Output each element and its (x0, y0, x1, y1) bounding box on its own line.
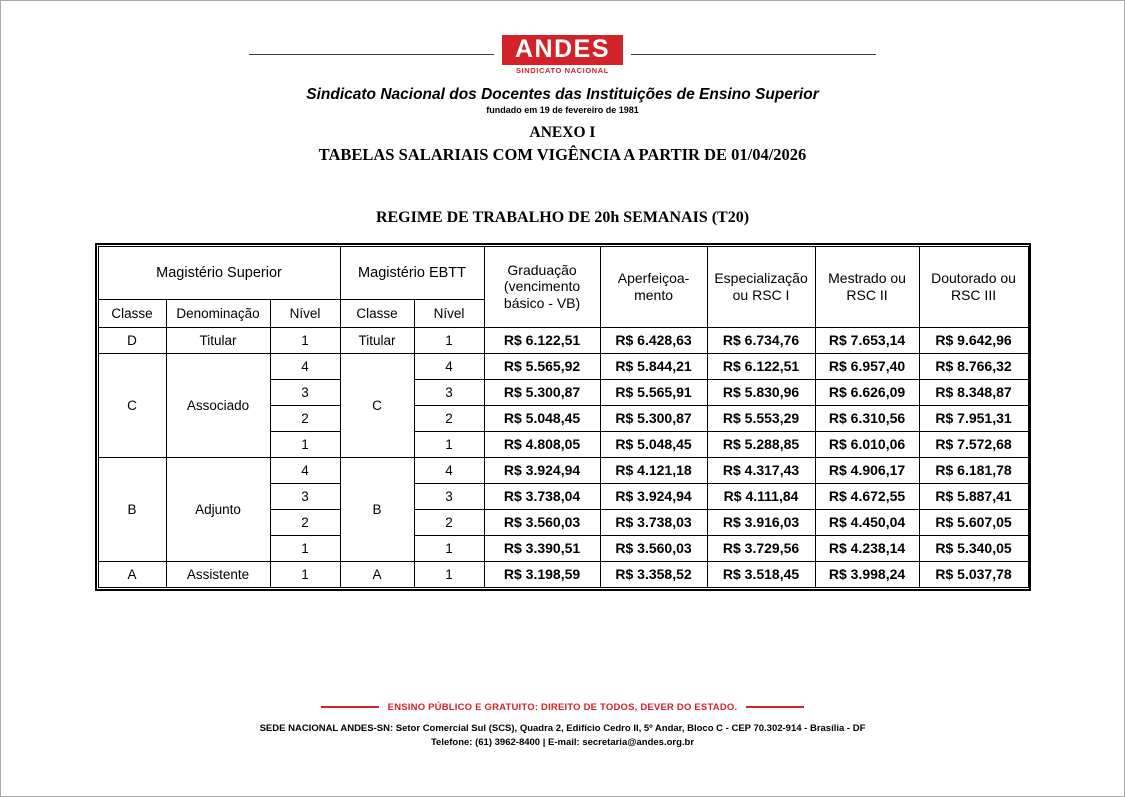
cell-graduacao: R$ 4.808,05 (484, 431, 600, 457)
cell-especializacao: R$ 5.288,85 (707, 431, 815, 457)
table-head-row-top (98, 246, 1028, 299)
header-denominacao: Denominação (166, 299, 270, 327)
cell-mestrado: R$ 6.626,09 (815, 379, 919, 405)
cell-nivel-ebtt: 1 (414, 431, 484, 457)
cell-aperfeicoamento: R$ 5.565,91 (600, 379, 707, 405)
cell-especializacao: R$ 5.830,96 (707, 379, 815, 405)
cell-nivel-superior: 1 (270, 327, 340, 353)
cell-aperfeicoamento: R$ 4.121,18 (600, 457, 707, 483)
cell-mestrado: R$ 4.238,14 (815, 535, 919, 561)
cell-graduacao: R$ 6.122,51 (484, 327, 600, 353)
salary-table-wrapper (98, 246, 1028, 588)
cell-nivel-superior: 4 (270, 457, 340, 483)
header-graduacao: Graduação (vencimento básico - VB) (484, 246, 600, 327)
footer-address: SEDE NACIONAL ANDES-SN: Setor Comercial Sul (SCS), Quadra 2, Edifício Cedro II, 5º Andar, Bloco C - CEP 70.302-914 - Brasília - DF (259, 722, 866, 734)
cell-graduacao: R$ 3.390,51 (484, 535, 600, 561)
cell-nivel-superior: 1 (270, 561, 340, 587)
header-doutorado: Doutorado ou RSC III (919, 246, 1028, 327)
cell-especializacao: R$ 4.317,43 (707, 457, 815, 483)
cell-nivel-ebtt: 4 (414, 457, 484, 483)
footer-rule-left (321, 706, 379, 708)
cell-mestrado: R$ 6.010,06 (815, 431, 919, 457)
cell-aperfeicoamento: R$ 6.428,63 (600, 327, 707, 353)
cell-graduacao: R$ 5.300,87 (484, 379, 600, 405)
table-row (98, 561, 1028, 587)
header-nivel-superior: Nível (270, 299, 340, 327)
cell-aperfeicoamento: R$ 5.300,87 (600, 405, 707, 431)
cell-graduacao: R$ 5.048,45 (484, 405, 600, 431)
cell-mestrado: R$ 7.653,14 (815, 327, 919, 353)
cell-graduacao: R$ 3.198,59 (484, 561, 600, 587)
header-classe-superior: Classe (98, 299, 166, 327)
cell-mestrado: R$ 4.906,17 (815, 457, 919, 483)
cell-nivel-superior: 2 (270, 509, 340, 535)
header-especializacao: Especialização ou RSC I (707, 246, 815, 327)
cell-nivel-ebtt: 1 (414, 327, 484, 353)
cell-aperfeicoamento: R$ 5.048,45 (600, 431, 707, 457)
cell-nivel-ebtt: 3 (414, 379, 484, 405)
cell-aperfeicoamento: R$ 3.924,94 (600, 483, 707, 509)
header-magisterio-ebtt: Magistério EBTT (340, 246, 484, 299)
document-footer (1, 702, 1124, 751)
cell-nivel-superior: 4 (270, 353, 340, 379)
cell-nivel-ebtt: 2 (414, 509, 484, 535)
cell-nivel-ebtt: 3 (414, 483, 484, 509)
cell-graduacao: R$ 3.738,04 (484, 483, 600, 509)
footer-slogan: ENSINO PÚBLICO E GRATUITO: DIREITO DE TODOS, DEVER DO ESTADO. (387, 701, 738, 713)
header-nivel-ebtt: Nível (414, 299, 484, 327)
cell-aperfeicoamento: R$ 3.738,03 (600, 509, 707, 535)
cell-nivel-superior: 3 (270, 379, 340, 405)
cell-denominacao: Adjunto (166, 457, 270, 561)
document-header (1, 1, 1124, 165)
cell-nivel-superior: 3 (270, 483, 340, 509)
header-aperfeicoamento: Aperfeiçoa-mento (600, 246, 707, 327)
footer-address-block (1, 722, 1124, 751)
cell-especializacao: R$ 6.734,76 (707, 327, 815, 353)
header-magisterio-superior: Magistério Superior (98, 246, 340, 299)
logo-tagline: SINDICATO NACIONAL (515, 66, 609, 75)
cell-classe-ebtt: A (340, 561, 414, 587)
footer-slogan-row (1, 702, 1124, 713)
annex-label: ANEXO I (529, 123, 596, 141)
cell-classe-superior: D (98, 327, 166, 353)
cell-nivel-superior: 2 (270, 405, 340, 431)
logo-row (1, 35, 1124, 75)
table-row (98, 457, 1028, 483)
cell-doutorado: R$ 8.348,87 (919, 379, 1028, 405)
andes-logo (502, 35, 623, 75)
cell-graduacao: R$ 5.565,92 (484, 353, 600, 379)
cell-nivel-superior: 1 (270, 535, 340, 561)
cell-especializacao: R$ 3.916,03 (707, 509, 815, 535)
cell-mestrado: R$ 6.957,40 (815, 353, 919, 379)
cell-doutorado: R$ 5.037,78 (919, 561, 1028, 587)
cell-aperfeicoamento: R$ 3.358,52 (600, 561, 707, 587)
cell-aperfeicoamento: R$ 3.560,03 (600, 535, 707, 561)
cell-doutorado: R$ 5.887,41 (919, 483, 1028, 509)
cell-especializacao: R$ 4.111,84 (707, 483, 815, 509)
cell-classe-superior: B (98, 457, 166, 561)
cell-denominacao: Titular (166, 327, 270, 353)
cell-graduacao: R$ 3.560,03 (484, 509, 600, 535)
cell-doutorado: R$ 9.642,96 (919, 327, 1028, 353)
cell-graduacao: R$ 3.924,94 (484, 457, 600, 483)
cell-doutorado: R$ 5.340,05 (919, 535, 1028, 561)
section-title: REGIME DE TRABALHO DE 20h SEMANAIS (T20) (375, 208, 750, 226)
cell-nivel-ebtt: 2 (414, 405, 484, 431)
cell-mestrado: R$ 4.450,04 (815, 509, 919, 535)
cell-doutorado: R$ 5.607,05 (919, 509, 1028, 535)
cell-nivel-ebtt: 1 (414, 535, 484, 561)
table-head (98, 246, 1028, 327)
organization-founded: fundado em 19 de fevereiro de 1981 (486, 104, 639, 115)
cell-aperfeicoamento: R$ 5.844,21 (600, 353, 707, 379)
cell-classe-superior: C (98, 353, 166, 457)
footer-contact: Telefone: (61) 3962-8400 | E-mail: secretaria@andes.org.br (430, 736, 695, 748)
document-subtitle: TABELAS SALARIAIS COM VIGÊNCIA A PARTIR DE 01/04/2026 (318, 144, 807, 164)
cell-doutorado: R$ 7.572,68 (919, 431, 1028, 457)
table-row (98, 353, 1028, 379)
cell-mestrado: R$ 6.310,56 (815, 405, 919, 431)
cell-classe-superior: A (98, 561, 166, 587)
footer-rule-right (746, 706, 804, 708)
cell-doutorado: R$ 7.951,31 (919, 405, 1028, 431)
organization-name: Sindicato Nacional dos Docentes das Instituições de Ensino Superior (306, 85, 819, 103)
header-rule-left (249, 54, 494, 55)
cell-especializacao: R$ 6.122,51 (707, 353, 815, 379)
cell-denominacao: Associado (166, 353, 270, 457)
cell-doutorado: R$ 6.181,78 (919, 457, 1028, 483)
cell-especializacao: R$ 3.518,45 (707, 561, 815, 587)
table-body (98, 327, 1028, 587)
cell-especializacao: R$ 5.553,29 (707, 405, 815, 431)
table-row (98, 327, 1028, 353)
cell-classe-ebtt: Titular (340, 327, 414, 353)
header-mestrado: Mestrado ou RSC II (815, 246, 919, 327)
header-rule-right (631, 54, 876, 55)
cell-mestrado: R$ 4.672,55 (815, 483, 919, 509)
cell-nivel-superior: 1 (270, 431, 340, 457)
cell-nivel-ebtt: 1 (414, 561, 484, 587)
cell-doutorado: R$ 8.766,32 (919, 353, 1028, 379)
cell-especializacao: R$ 3.729,56 (707, 535, 815, 561)
logo-wordmark: ANDES (502, 35, 623, 65)
cell-nivel-ebtt: 4 (414, 353, 484, 379)
header-classe-ebtt: Classe (340, 299, 414, 327)
salary-table (98, 246, 1029, 588)
cell-denominacao: Assistente (166, 561, 270, 587)
cell-mestrado: R$ 3.998,24 (815, 561, 919, 587)
cell-classe-ebtt: B (340, 457, 414, 561)
cell-classe-ebtt: C (340, 353, 414, 457)
